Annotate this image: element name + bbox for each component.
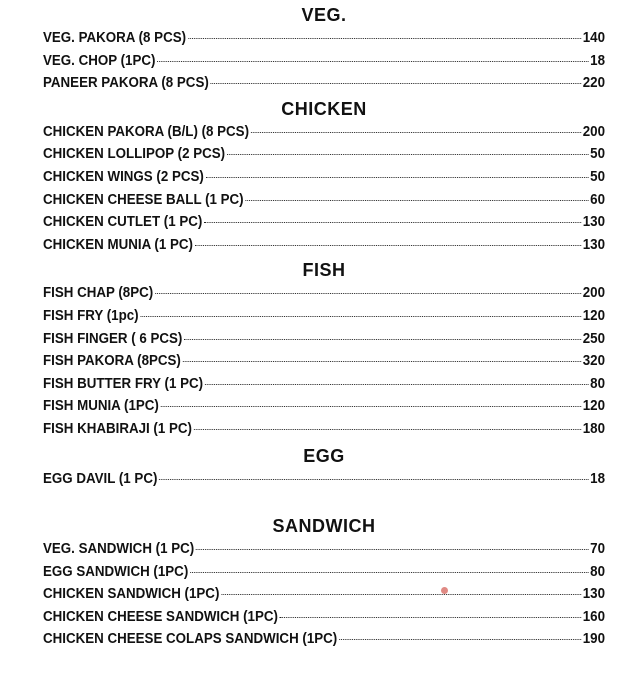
dot-leader — [280, 617, 581, 618]
dot-leader — [190, 572, 588, 573]
item-name: CHICKEN CHEESE COLAPS SANDWICH (1PC) — [43, 631, 338, 648]
item-name: FISH MUNIA (1PC) — [43, 398, 159, 415]
item-price: 250 — [582, 330, 606, 347]
item-price: 50 — [590, 168, 606, 185]
item-price: 80 — [590, 563, 606, 580]
dot-leader — [205, 384, 588, 385]
item-price: 80 — [590, 375, 606, 392]
item-price: 130 — [582, 586, 606, 603]
item-price: 220 — [582, 75, 606, 92]
menu-item — [43, 27, 605, 50]
menu-item — [43, 468, 605, 491]
dot-leader — [204, 222, 581, 223]
menu-item — [43, 166, 605, 189]
menu-item — [43, 143, 605, 166]
menu-item — [43, 328, 605, 351]
item-list — [43, 282, 605, 440]
dot-leader — [157, 61, 588, 62]
item-price: 18 — [590, 52, 606, 69]
dot-leader — [194, 429, 581, 430]
item-price: 160 — [582, 608, 606, 625]
item-price: 140 — [582, 30, 606, 46]
dot-leader — [155, 293, 581, 294]
dot-leader — [184, 339, 581, 340]
dot-leader — [161, 406, 581, 407]
dot-leader — [159, 479, 588, 480]
item-price: 120 — [582, 398, 606, 415]
item-price: 320 — [582, 353, 606, 370]
item-name: FISH KHABIRAJI (1 PC) — [43, 420, 192, 437]
menu-item — [43, 305, 605, 328]
item-name: CHICKEN CHEESE BALL (1 PC) — [43, 191, 244, 208]
section-title: FISH — [302, 260, 346, 281]
item-price: 130 — [582, 236, 606, 253]
dot-leader — [188, 38, 581, 39]
section-veg — [43, 3, 605, 95]
menu-item — [43, 418, 605, 441]
menu-item — [43, 583, 605, 606]
item-price: 70 — [590, 541, 606, 558]
item-price: 200 — [582, 123, 606, 140]
item-name: CHICKEN CUTLET (1 PC) — [43, 214, 203, 231]
menu-item — [43, 561, 605, 584]
section-title: SANDWICH — [272, 516, 376, 537]
menu-item — [43, 628, 605, 651]
item-name: CHICKEN PAKORA (B/L) (8 PCS) — [43, 123, 250, 140]
item-name: PANEER PAKORA (8 PCS) — [43, 75, 209, 92]
dot-leader — [227, 154, 588, 155]
menu-item — [43, 189, 605, 212]
item-name: CHICKEN MUNIA (1 PC) — [43, 236, 193, 253]
item-list — [43, 468, 605, 491]
menu-item — [43, 350, 605, 373]
section-title: CHICKEN — [281, 98, 367, 119]
menu-item — [43, 50, 605, 73]
item-price: 180 — [582, 420, 606, 437]
section-title: EGG — [303, 445, 345, 466]
dot-leader — [221, 594, 581, 595]
menu-item — [43, 72, 605, 95]
dot-leader — [251, 132, 581, 133]
section-egg — [43, 444, 605, 491]
dot-leader — [339, 639, 581, 640]
menu-item — [43, 606, 605, 629]
dot-leader — [196, 549, 588, 550]
menu-item — [43, 211, 605, 234]
item-name: FISH CHAP (8PC) — [43, 285, 154, 302]
dot-leader — [206, 177, 589, 178]
item-name: FISH FRY (1pc) — [43, 307, 139, 324]
section-fish — [43, 258, 605, 440]
item-name: FISH PAKORA (8PCS) — [43, 353, 181, 370]
menu-item — [43, 538, 605, 561]
item-name: FISH FINGER ( 6 PCS) — [43, 330, 183, 347]
section-sandwich — [43, 514, 605, 651]
dot-leader — [195, 245, 581, 246]
item-price: 120 — [582, 307, 606, 324]
item-name: CHICKEN LOLLIPOP (2 PCS) — [43, 146, 226, 163]
item-name: VEG. SANDWICH (1 PC) — [43, 541, 195, 558]
section-chicken — [43, 97, 605, 257]
item-list — [43, 27, 605, 95]
item-list — [43, 121, 605, 257]
item-name: FISH BUTTER FRY (1 PC) — [43, 375, 204, 392]
menu-item — [43, 234, 605, 257]
item-price: 200 — [582, 285, 606, 302]
menu-item — [43, 373, 605, 396]
item-list — [43, 538, 605, 651]
red-dot-mark — [441, 587, 448, 594]
menu-item — [43, 282, 605, 305]
menu-item — [43, 395, 605, 418]
item-name: CHICKEN SANDWICH (1PC) — [43, 586, 220, 603]
dot-leader — [245, 200, 588, 201]
item-price: 190 — [582, 631, 606, 648]
menu-item — [43, 121, 605, 144]
section-title: VEG. — [301, 5, 347, 25]
dot-leader — [140, 316, 580, 317]
item-price: 50 — [590, 146, 606, 163]
item-name: CHICKEN WINGS (2 PCS) — [43, 168, 204, 185]
item-price: 130 — [582, 214, 606, 231]
item-name: VEG. CHOP (1PC) — [43, 52, 156, 69]
item-price: 60 — [590, 191, 606, 208]
item-name: CHICKEN CHEESE SANDWICH (1PC) — [43, 608, 278, 625]
dot-leader — [211, 83, 581, 84]
item-price: 18 — [590, 470, 606, 487]
item-name: EGG SANDWICH (1PC) — [43, 563, 189, 580]
item-name: VEG. PAKORA (8 PCS) — [43, 30, 187, 46]
menu — [43, 0, 605, 651]
dot-leader — [183, 361, 581, 362]
item-name: EGG DAVIL (1 PC) — [43, 470, 158, 487]
